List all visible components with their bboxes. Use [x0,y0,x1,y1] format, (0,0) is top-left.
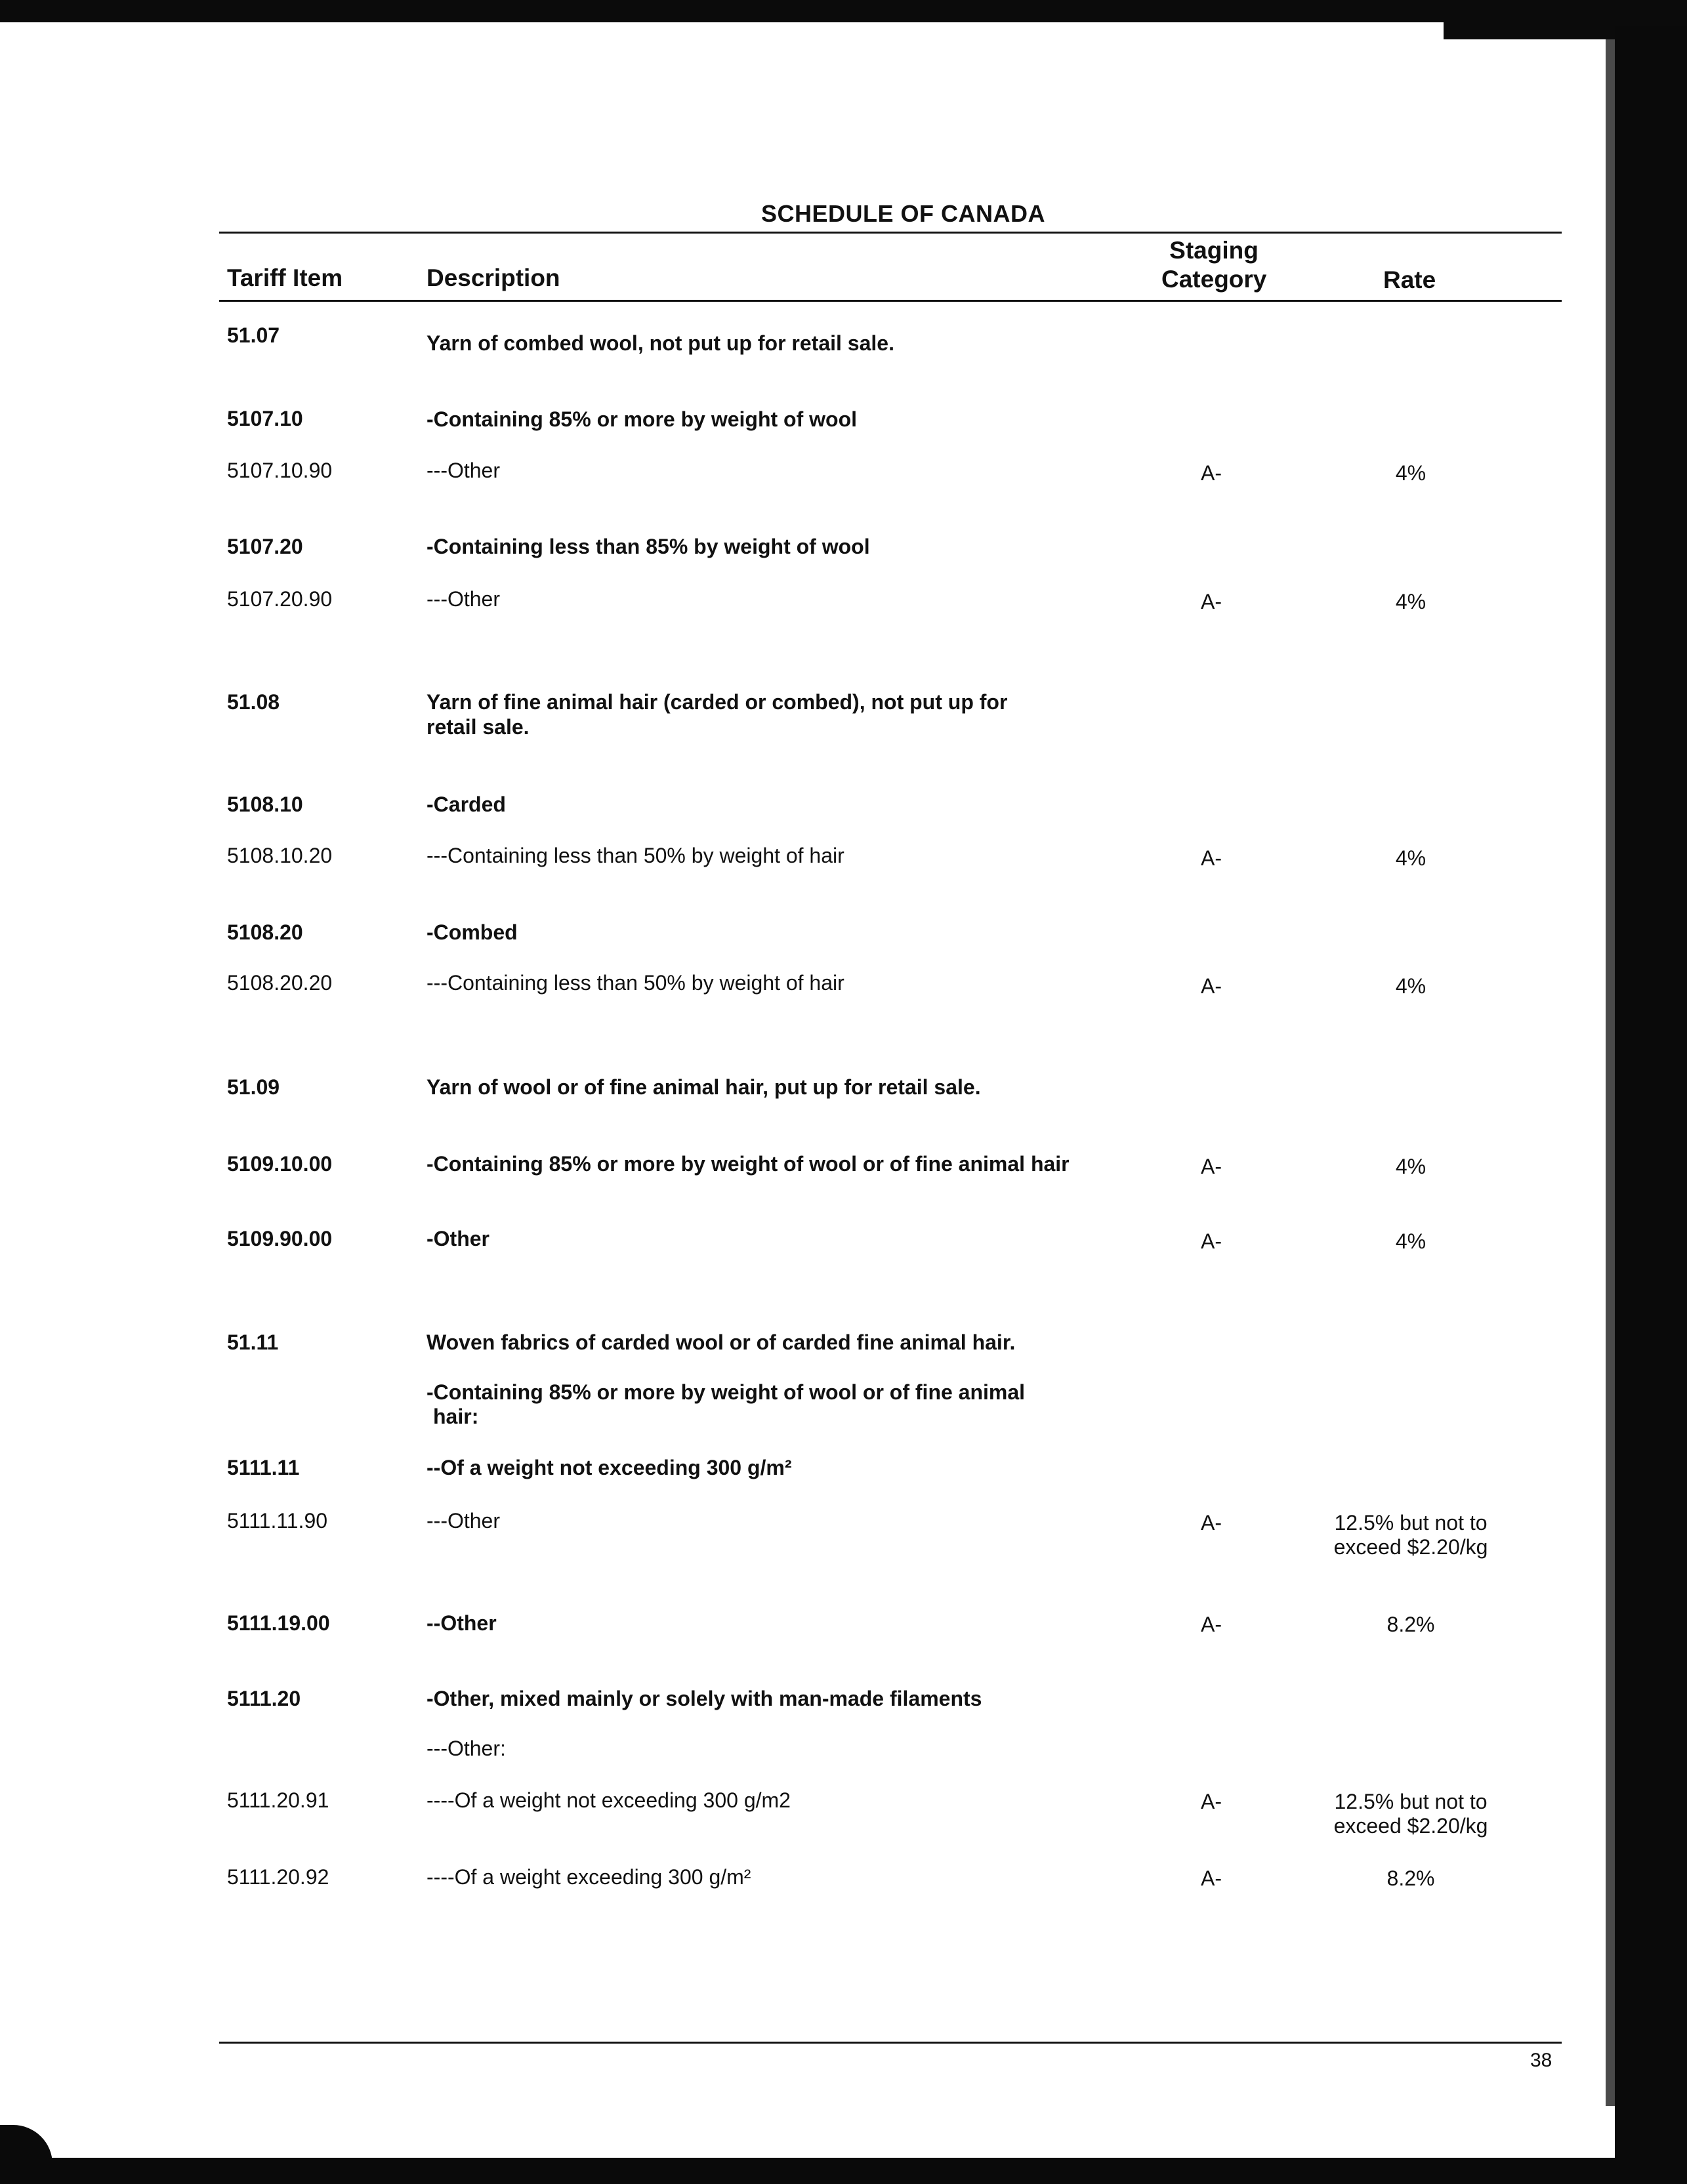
staging-category: A- [1201,1155,1222,1178]
rate: 4% [1395,974,1427,998]
tariff-item: 5108.10 [227,793,303,816]
rate: 12.5% but not to [1334,1511,1488,1535]
description: ----Of a weight not exceeding 300 g/m2 [427,1788,791,1812]
tariff-item: 5111.19.00 [227,1611,330,1635]
tariff-item: 51.11 [227,1330,279,1354]
header-rate: Rate [1383,266,1436,293]
tariff-item: 5111.11.90 [227,1509,328,1533]
tariff-item: 51.08 [227,690,280,714]
description: Woven fabrics of carded wool or of carded fine animal hair. [427,1330,1016,1354]
tariff-item: 5108.20.20 [227,971,333,995]
tariff-item: 5109.10.00 [227,1152,333,1176]
description: Yarn of combed wool, not put up for retail sale. [427,331,894,355]
scan-edge-right [1615,26,1687,2184]
title-rule [219,232,1562,234]
description-continued: retail sale. [427,715,530,739]
page-title: SCHEDULE OF CANADA [761,200,1046,227]
description: ---Other [427,459,500,482]
staging-category: A- [1201,1229,1222,1253]
page-number: 38 [1530,2050,1552,2071]
tariff-item: 5107.20 [227,535,303,558]
staging-category: A- [1201,1866,1222,1890]
scan-edge-top [0,0,1687,22]
description: ---Other [427,587,500,611]
footer-rule [219,2042,1562,2044]
rate: 4% [1395,590,1427,613]
tariff-item: 5108.10.20 [227,844,333,867]
staging-category: A- [1201,846,1222,870]
description: -Containing 85% or more by weight of wool [427,407,858,431]
tariff-item: 5107.10 [227,407,303,430]
staging-category: A- [1201,1790,1222,1813]
rate: 12.5% but not to [1334,1790,1488,1813]
description: ---Other: [427,1737,506,1760]
header-description: Description [427,264,560,291]
description: --Of a weight not exceeding 300 g/m² [427,1456,792,1479]
description: --Other [427,1611,497,1635]
description: ---Containing less than 50% by weight of hair [427,844,844,867]
tariff-item: 5108.20 [227,920,303,944]
description: ---Containing less than 50% by weight of hair [427,971,844,995]
header-staging-line1: Staging [1169,237,1259,264]
staging-category: A- [1201,974,1222,998]
header-rule [219,300,1562,302]
rate: 8.2% [1386,1613,1435,1636]
description: -Carded [427,793,506,816]
description: ---Other [427,1509,500,1533]
description: Yarn of fine animal hair (carded or combed), not put up for [427,690,1008,714]
tariff-item: 5109.90.00 [227,1227,333,1250]
staging-category: A- [1201,461,1222,485]
description: ----Of a weight exceeding 300 g/m² [427,1865,751,1889]
rate: 4% [1395,1229,1427,1253]
description: -Containing 85% or more by weight of wool or of fine animal hair [427,1152,1070,1176]
description: -Combed [427,920,518,944]
tariff-item: 51.09 [227,1075,280,1099]
rate-continued: exceed $2.20/kg [1333,1814,1488,1838]
description-continued: hair: [433,1405,479,1428]
scan-edge-right-shadow [1606,39,1615,2106]
scan-edge-bottom-left [0,2125,52,2164]
description: Yarn of wool or of fine animal hair, put up for retail sale. [427,1075,981,1099]
rate: 4% [1395,1155,1427,1178]
rate: 8.2% [1386,1866,1435,1890]
tariff-item: 5111.20 [227,1687,301,1710]
tariff-item: 51.07 [227,323,280,347]
description: -Containing 85% or more by weight of wool or of fine animal [427,1380,1026,1404]
staging-category: A- [1201,1511,1222,1535]
tariff-item: 5107.20.90 [227,587,333,611]
scan-edge-bottom [0,2158,1687,2184]
description: -Other, mixed mainly or solely with man-made filaments [427,1687,982,1710]
rate: 4% [1395,846,1427,870]
header-staging-category [1161,236,1266,294]
header-tariff-item: Tariff Item [227,264,343,291]
header-staging-line2: Category [1161,266,1267,293]
staging-category: A- [1201,1613,1222,1636]
tariff-item: 5111.20.92 [227,1865,329,1889]
tariff-item: 5111.11 [227,1456,300,1479]
description: -Other [427,1227,489,1250]
description: -Containing less than 85% by weight of wool [427,535,870,558]
rate: 4% [1395,461,1427,485]
rate-continued: exceed $2.20/kg [1333,1535,1488,1559]
tariff-item: 5107.10.90 [227,459,333,482]
tariff-item: 5111.20.91 [227,1788,329,1812]
staging-category: A- [1201,590,1222,613]
